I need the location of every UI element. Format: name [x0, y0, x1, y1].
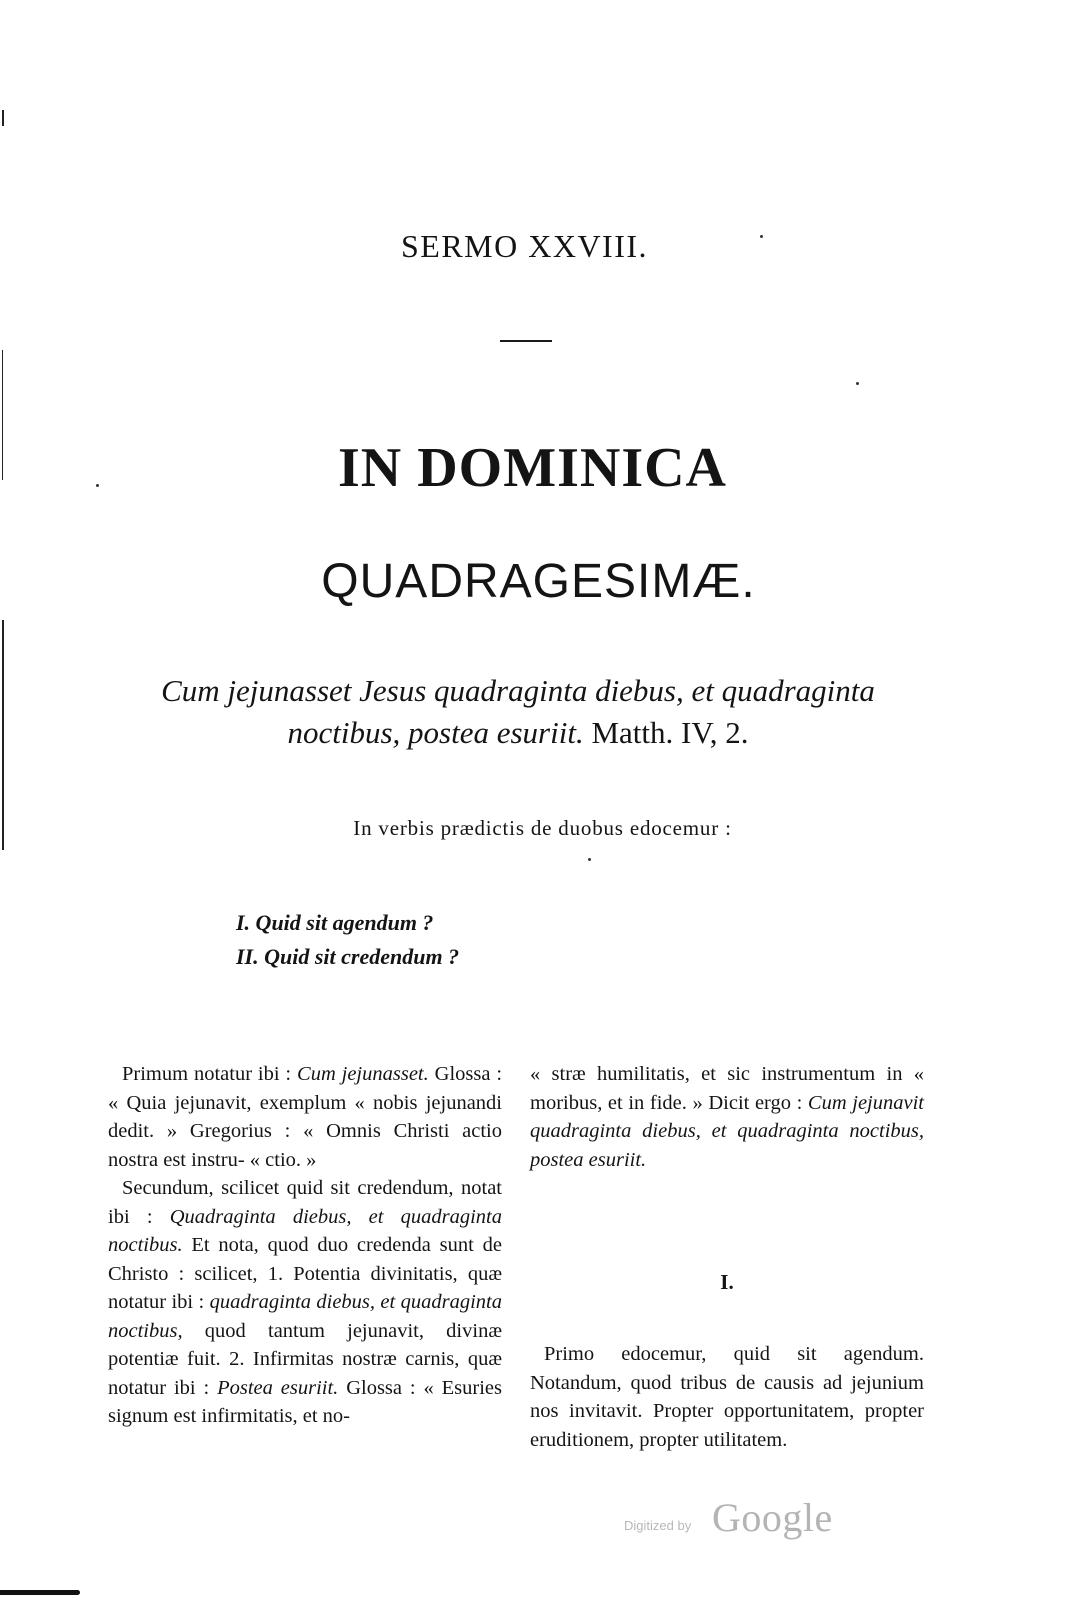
right-column — [530, 1060, 924, 1174]
text-run: Primum notatur ibi : — [122, 1063, 298, 1085]
paragraph — [108, 1060, 502, 1174]
epigraph-reference: Matth. IV, 2. — [591, 715, 749, 750]
text-run: Secundum, scilicet quid sit credendum, notat ibi : — [108, 1177, 502, 1228]
scan-edge-mark — [2, 110, 4, 126]
epigraph — [88, 670, 948, 754]
text-run-italic: Cum jejunavit quadraginta diebus, et quadraginta noctibus, postea esuriit. — [530, 1091, 924, 1171]
digitized-by-label: Digitized by — [624, 1518, 692, 1533]
text-run: quod tantum jejunavit, divinæ potentiæ fuit. 2. Infirmitas nostræ carnis, quæ notatur ibi : — [108, 1319, 502, 1399]
text-run-italic: Postea esuriit. — [217, 1376, 339, 1399]
scan-bottom-mark — [0, 1590, 80, 1595]
text-run: Et nota, quod duo credenda sunt de Christo : scilicet, 1. Potentia divinitatis, quæ notatur ibi : — [108, 1234, 502, 1313]
question-list — [236, 906, 459, 974]
text-run: Glossa : « Esuries signum est infirmitatis, et no- — [108, 1376, 502, 1427]
question-item: I. Quid sit agendum ? — [236, 910, 434, 935]
left-column — [108, 1060, 502, 1431]
paragraph: Primo edocemur, quid sit agendum. Notandum, quod tribus de causis ad jejunium nos invitavit. Propter opportunitatem, propter eruditionem, propter utilitatem. — [530, 1343, 924, 1451]
right-column-section — [530, 1340, 924, 1454]
section-numeral: I. — [720, 1270, 734, 1294]
epigraph-text-line2: noctibus, postea esuriit. — [287, 715, 584, 750]
epigraph-text-line1: Cum jejunasset Jesus quadraginta diebus, et quadraginta — [161, 673, 875, 708]
scan-speck — [588, 858, 591, 861]
google-logo: Google — [712, 1495, 833, 1540]
sermon-title-line1: IN DOMINICA — [338, 437, 727, 499]
text-run-italic: Cum jejunasset. — [297, 1063, 429, 1085]
sermon-number: SERMO XXVIII. — [400, 228, 649, 264]
paragraph — [530, 1060, 924, 1174]
text-run: Glossa : « Quia jejunavit, exemplum « nobis jejunandi dedit. » Gregorius : « Omnis Christi actio nostra est instru- « ctio. » — [108, 1063, 503, 1171]
paragraph — [108, 1174, 502, 1431]
text-run-italic: quadraginta diebus, et quadraginta noctibus, — [108, 1291, 502, 1342]
text-run-italic: Quadraginta diebus, et quadraginta noctibus. — [108, 1205, 503, 1256]
question-item: II. Quid sit credendum ? — [236, 944, 460, 969]
sermon-title-line2: QUADRAGESIMÆ. — [321, 555, 756, 608]
title-divider — [500, 340, 552, 342]
intro-sentence: In verbis prædictis de duobus edocemur : — [353, 816, 732, 840]
text-run: « stræ humilitatis, et sic instrumentum in « moribus, et in fide. » Dicit ergo : — [530, 1063, 924, 1114]
scan-speck — [856, 382, 859, 385]
scan-edge-mark — [2, 620, 4, 850]
